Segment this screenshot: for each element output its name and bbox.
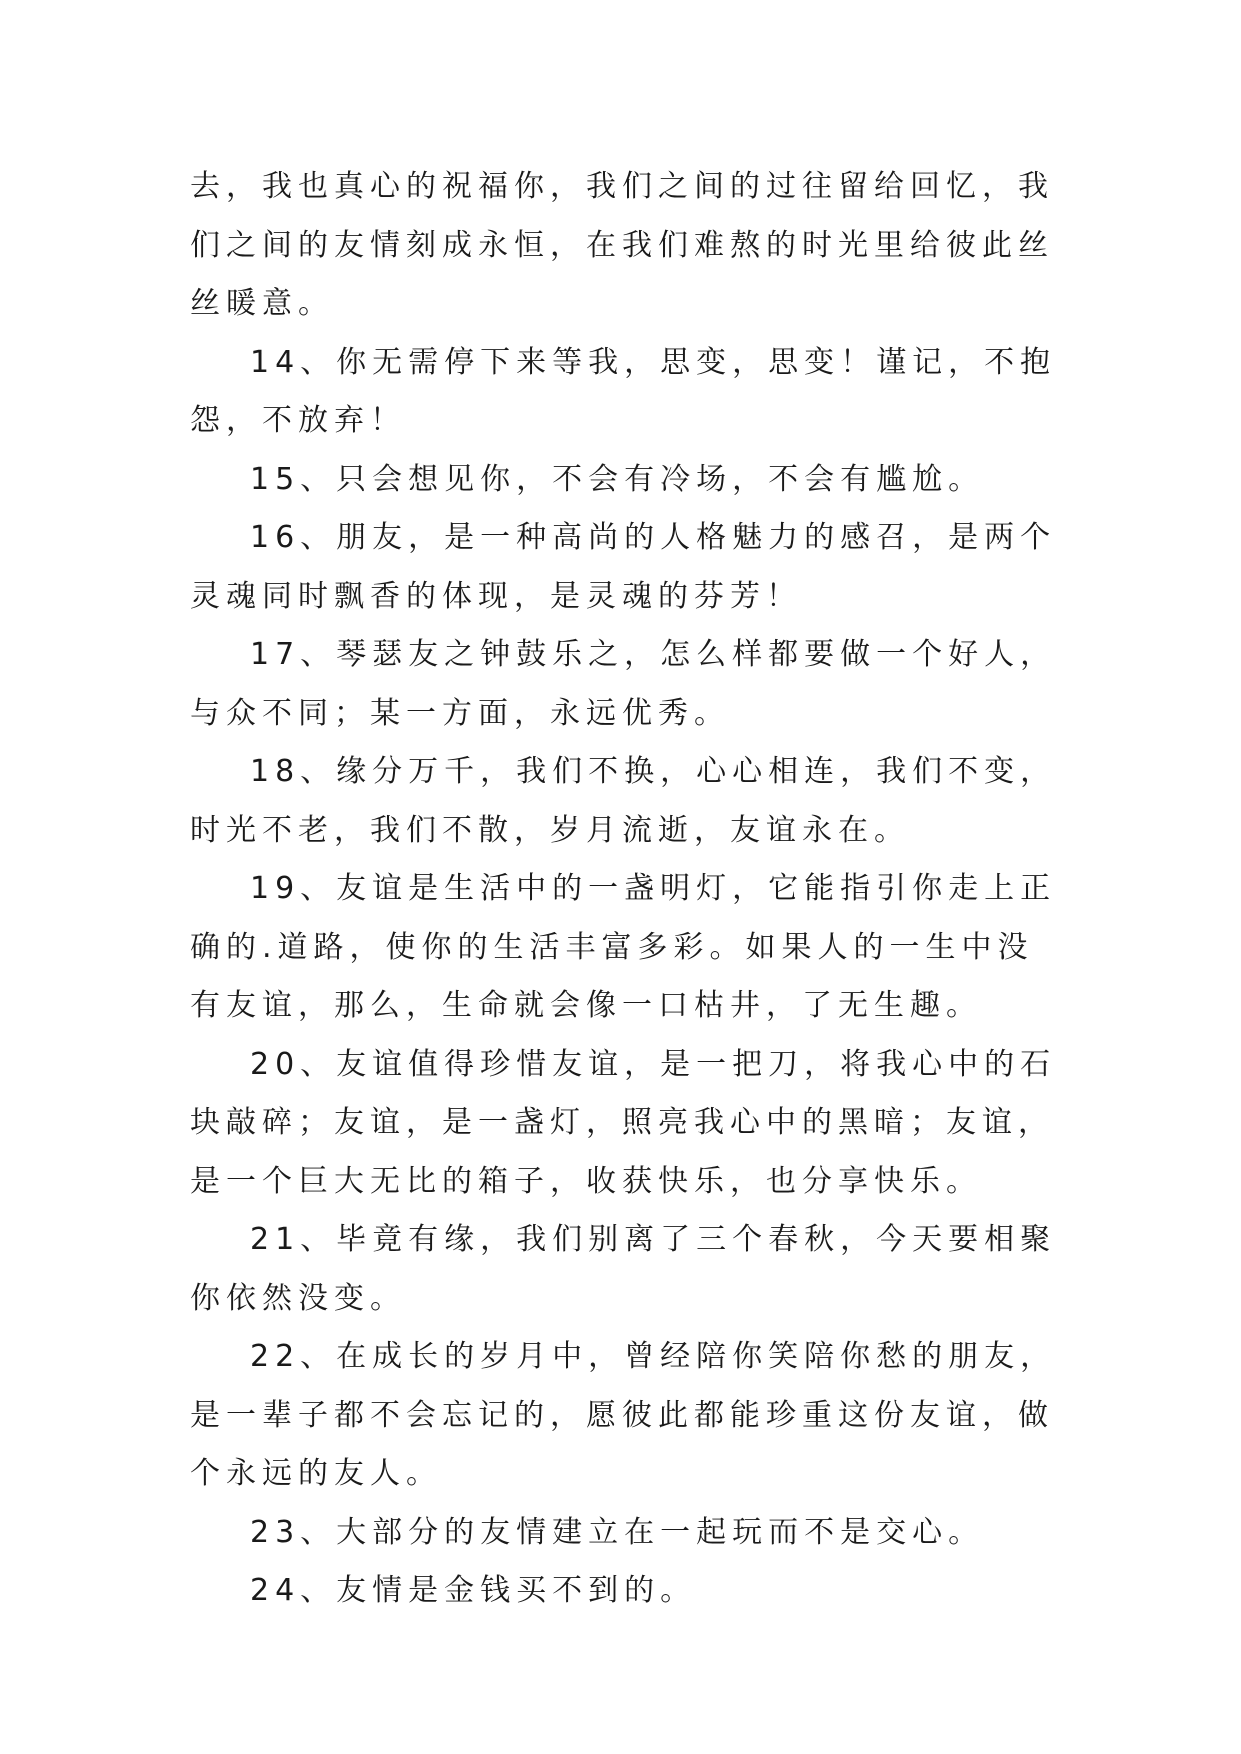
paragraph-continuation: 去，我也真心的祝福你，我们之间的过往留给回忆，我们之间的友情刻成永恒，在我们难熬的时光里给彼此丝丝暖意。: [190, 169, 1054, 321]
paragraph-item-22: 22、在成长的岁月中，曾经陪你笑陪你愁的朋友，是一辈子都不会忘记的，愿彼此都能珍重这份友谊，做个永远的友人。: [190, 1339, 1057, 1491]
paragraph-item-23: 23、大部分的友情建立在一起玩而不是交心。: [250, 1514, 985, 1550]
paragraph-item-18: 18、缘分万千，我们不换，心心相连，我们不变，时光不老，我们不散，岁月流逝，友谊永在。: [190, 754, 1057, 848]
paragraph-item-21: 21、毕竟有缘，我们别离了三个春秋，今天要相聚你依然没变。: [190, 1222, 1057, 1316]
paragraph-item-14: 14、你无需停下来等我，思变，思变！谨记，不抱怨，不放弃！: [190, 344, 1057, 438]
paragraph-item-24: 24、友情是金钱买不到的。: [250, 1573, 697, 1608]
paragraph-item-17: 17、琴瑟友之钟鼓乐之，怎么样都要做一个好人，与众不同；某一方面，永远优秀。: [190, 637, 1057, 731]
paragraph-item-19: 19、友谊是生活中的一盏明灯，它能指引你走上正确的.道路，使你的生活丰富多彩。如果人的一生中没有友谊，那么，生命就会像一口枯井，了无生趣。: [190, 871, 1057, 1023]
paragraph-item-20: 20、友谊值得珍惜友谊，是一把刀，将我心中的石块敲碎；友谊，是一盏灯，照亮我心中的黑暗；友谊，是一个巨大无比的箱子，收获快乐，也分享快乐。: [190, 1046, 1057, 1199]
paragraph-item-15: 15、只会想见你，不会有冷场，不会有尴尬。: [250, 461, 985, 497]
document-body: [190, 158, 1060, 1621]
paragraph-item-16: 16、朋友，是一种高尚的人格魅力的感召，是两个灵魂同时飘香的体现，是灵魂的芬芳！: [190, 520, 1057, 614]
